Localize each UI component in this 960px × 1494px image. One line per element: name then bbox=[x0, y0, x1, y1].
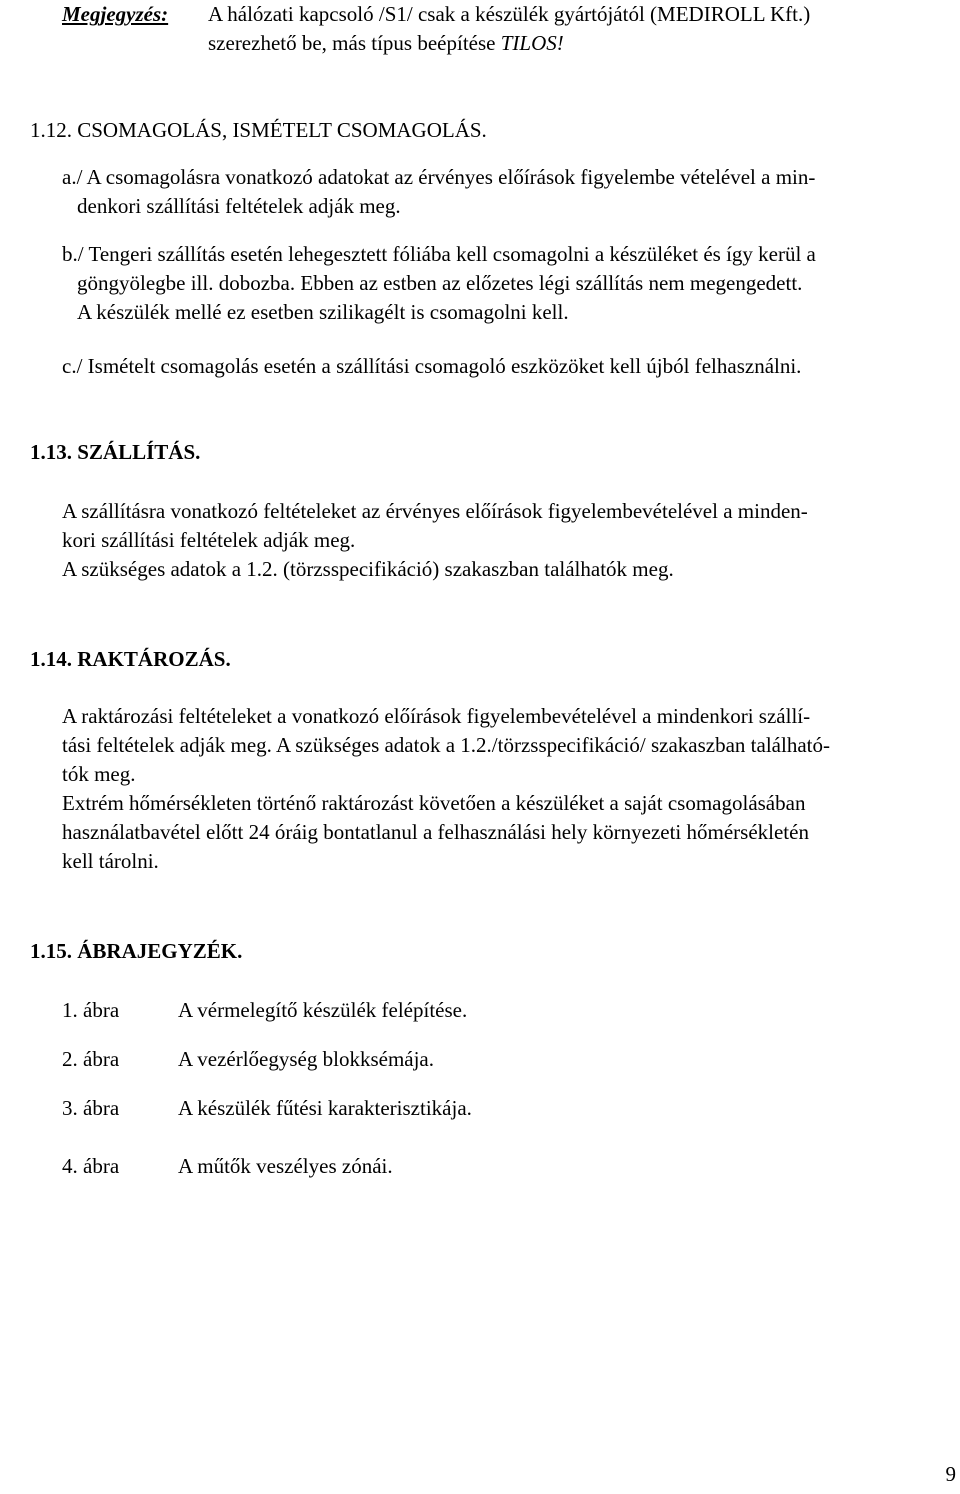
note-label: Megjegyzés: bbox=[62, 2, 169, 26]
para-line: Extrém hőmérsékleten történő raktározást követően a készüléket a saját csomagolásában bbox=[62, 791, 806, 815]
item-b-line-1: b./ Tengeri szállítás esetén lehegesztett fóliába kell csomagolni a készüléket és így kerül a bbox=[62, 242, 816, 266]
figure-number: 3. ábra bbox=[62, 1096, 120, 1120]
list-item-b bbox=[62, 240, 960, 327]
para-line: tási feltételek adják meg. A szükséges adatok a 1.2./törzsspecifikáció/ szakaszban található- bbox=[62, 733, 830, 757]
figure-caption: A vezérlőegység blokksémája. bbox=[178, 1047, 434, 1071]
figure-number: 2. ábra bbox=[62, 1047, 120, 1071]
section-1-13-paragraph bbox=[62, 497, 958, 584]
para-line: tók meg. bbox=[62, 762, 136, 786]
section-heading-1-15: 1.15. ÁBRAJEGYZÉK. bbox=[30, 939, 243, 963]
para-line: A szállításra vonatkozó feltételeket az érvényes előírások figyelembevételével a minden- bbox=[62, 499, 808, 523]
section-heading-1-12: 1.12. CSOMAGOLÁS, ISMÉTELT CSOMAGOLÁS. bbox=[30, 118, 487, 142]
item-a-line-2: denkori szállítási feltételek adják meg. bbox=[77, 194, 401, 218]
item-a-line-1: a./ A csomagolásra vonatkozó adatokat az érvényes előírások figyelembe vételével a min- bbox=[62, 165, 816, 189]
item-c-line-1: c./ Ismételt csomagolás esetén a szállítási csomagoló eszközöket kell újból felhasználni. bbox=[62, 354, 802, 378]
figure-caption: A készülék fűtési karakterisztikája. bbox=[178, 1096, 472, 1120]
para-line: kell tárolni. bbox=[62, 849, 159, 873]
figure-caption: A műtők veszélyes zónái. bbox=[178, 1154, 393, 1178]
para-line: A raktározási feltételeket a vonatkozó előírások figyelembevételével a mindenkori szállí- bbox=[62, 704, 811, 728]
page-number: 9 bbox=[945, 1462, 956, 1486]
section-heading-1-13: 1.13. SZÁLLÍTÁS. bbox=[30, 440, 201, 464]
figure-number: 4. ábra bbox=[62, 1154, 120, 1178]
note-emphasis: TILOS! bbox=[500, 31, 564, 55]
list-item-c bbox=[62, 352, 960, 381]
para-line: A szükséges adatok a 1.2. (törzsspecifikáció) szakaszban találhatók meg. bbox=[62, 557, 674, 581]
para-line: használatbavétel előtt 24 óráig bontatlanul a felhasználási hely környezeti hőmérsékletén bbox=[62, 820, 809, 844]
section-heading-1-14: 1.14. RAKTÁROZÁS. bbox=[30, 647, 231, 671]
figure-number: 1. ábra bbox=[62, 998, 120, 1022]
note-text bbox=[208, 0, 952, 58]
item-b-line-3: A készülék mellé ez esetben szilikagélt is csomagolni kell. bbox=[77, 300, 569, 324]
figure-caption: A vérmelegítő készülék felépítése. bbox=[178, 998, 468, 1022]
section-1-14-paragraph bbox=[62, 702, 958, 876]
list-item-a bbox=[62, 163, 960, 221]
para-line: kori szállítási feltételek adják meg. bbox=[62, 528, 356, 552]
note-line-1: A hálózati kapcsoló /S1/ csak a készülék gyártójától (MEDIROLL Kft.) bbox=[208, 2, 811, 26]
note-line-2: szerezhető be, más típus beépítése bbox=[208, 31, 501, 55]
item-b-line-2: göngyölegbe ill. dobozba. Ebben az estben az előzetes légi szállítás nem megengedett. bbox=[77, 271, 803, 295]
